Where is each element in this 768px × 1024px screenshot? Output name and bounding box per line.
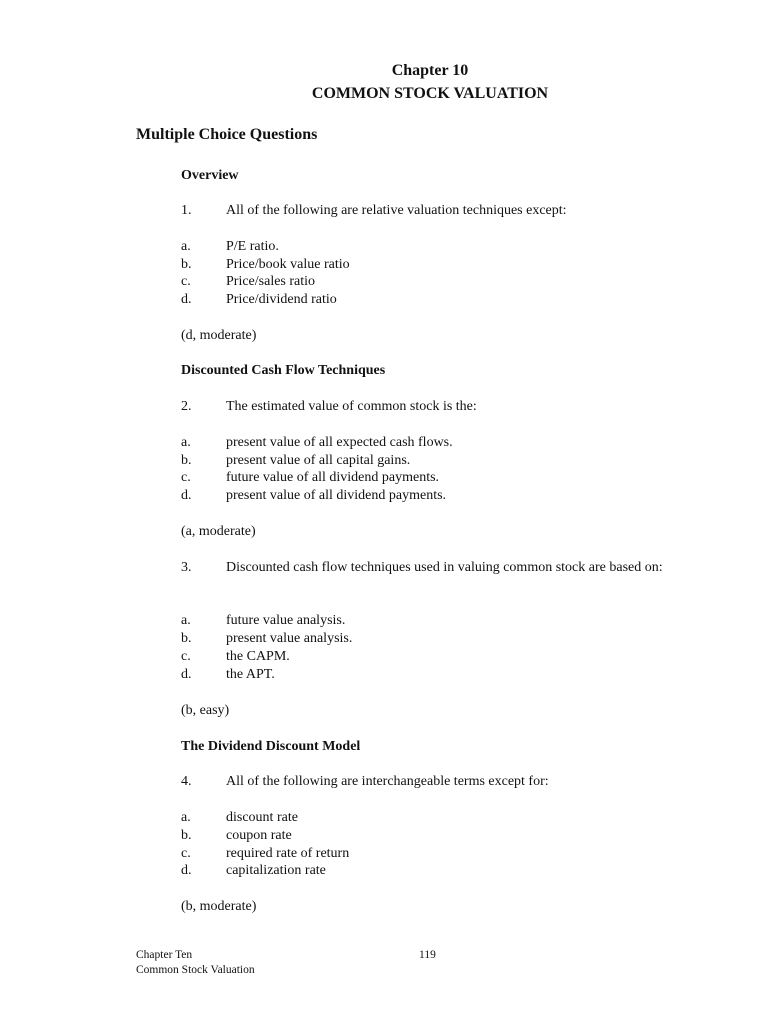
question-number: 3. — [181, 560, 192, 575]
option-text: present value of all capital gains. — [226, 453, 411, 468]
option-letter: b. — [181, 828, 192, 843]
question-text: Discounted cash flow techniques used in valuing common stock are based on: — [226, 560, 663, 575]
option-letter: c. — [181, 470, 191, 485]
option-text: capitalization rate — [226, 863, 326, 878]
section-heading: Multiple Choice Questions — [136, 126, 318, 143]
option-text: present value analysis. — [226, 631, 353, 646]
section-title-overview: Overview — [181, 168, 239, 183]
option-letter: b. — [181, 453, 192, 468]
page-number: 119 — [419, 949, 436, 961]
option-text: the CAPM. — [226, 649, 290, 664]
chapter-title: COMMON STOCK VALUATION — [311, 85, 549, 102]
option-text: future value of all dividend payments. — [226, 470, 440, 485]
question-text: The estimated value of common stock is the: — [226, 399, 477, 414]
footer-chapter: Chapter Ten — [136, 949, 193, 961]
chapter-number: Chapter 10 — [391, 62, 469, 79]
option-letter: b. — [181, 257, 192, 272]
option-text: the APT. — [226, 667, 275, 682]
section-title-dcf: Discounted Cash Flow Techniques — [181, 363, 386, 378]
question-number: 2. — [181, 399, 192, 414]
option-letter: d. — [181, 667, 192, 682]
answer-key: (b, moderate) — [181, 899, 257, 914]
option-text: Price/sales ratio — [226, 274, 316, 289]
option-text: required rate of return — [226, 846, 350, 861]
footer-chapter-title: Common Stock Valuation — [136, 964, 255, 976]
question-number: 1. — [181, 203, 192, 218]
option-letter: b. — [181, 631, 192, 646]
answer-key: (a, moderate) — [181, 524, 256, 539]
option-letter: d. — [181, 863, 192, 878]
option-text: Price/book value ratio — [226, 257, 350, 272]
option-letter: d. — [181, 488, 192, 503]
option-letter: a. — [181, 613, 191, 628]
answer-key: (b, easy) — [181, 703, 230, 718]
question-text: All of the following are relative valuation techniques except: — [226, 203, 567, 218]
option-text: discount rate — [226, 810, 298, 825]
question-number: 4. — [181, 774, 192, 789]
option-text: present value of all dividend payments. — [226, 488, 447, 503]
option-text: Price/dividend ratio — [226, 292, 337, 307]
option-text: P/E ratio. — [226, 239, 279, 254]
answer-key: (d, moderate) — [181, 328, 257, 343]
option-letter: d. — [181, 292, 192, 307]
option-letter: c. — [181, 649, 191, 664]
section-title-ddm: The Dividend Discount Model — [181, 739, 361, 754]
option-letter: a. — [181, 810, 191, 825]
question-text: All of the following are interchangeable terms except for: — [226, 774, 549, 789]
option-text: present value of all expected cash flows. — [226, 435, 453, 450]
option-letter: a. — [181, 239, 191, 254]
option-letter: c. — [181, 274, 191, 289]
option-text: coupon rate — [226, 828, 292, 843]
option-letter: a. — [181, 435, 191, 450]
option-text: future value analysis. — [226, 613, 346, 628]
option-letter: c. — [181, 846, 191, 861]
